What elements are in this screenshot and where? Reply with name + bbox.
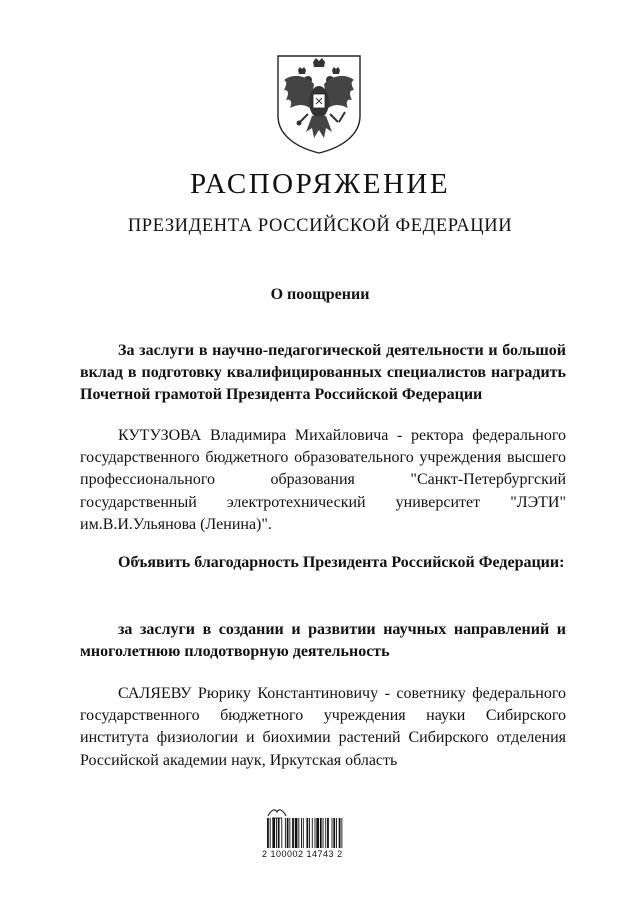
barcode-bar xyxy=(333,818,335,848)
barcode-bar xyxy=(341,818,342,848)
barcode-bar xyxy=(289,818,290,848)
gratitude-heading: Объявить благодарность Президента Российской Федерации: xyxy=(118,554,565,571)
barcode-bar xyxy=(312,818,313,848)
barcode-bar xyxy=(276,818,277,848)
document-heading: О поощрении xyxy=(270,286,370,303)
barcode-bar xyxy=(323,818,324,848)
barcode-icon xyxy=(267,818,345,848)
award-preamble: За заслуги в научно-педагогической деятельности и большой вклад в подготовку квалифицированных специалистов наградить Почетной грамотой Президента Российской Федерации xyxy=(80,342,566,404)
document-title: РАСПОРЯЖЕНИЕ xyxy=(189,168,451,200)
barcode-bar xyxy=(332,818,333,848)
barcode-bar xyxy=(303,818,304,848)
barcode-bar xyxy=(278,818,280,848)
barcode-bar xyxy=(309,818,310,848)
barcode-bar xyxy=(339,818,341,848)
barcode-number: 2 100002 14743 2 xyxy=(262,849,343,859)
barcode-bar xyxy=(281,818,282,848)
barcode-bar xyxy=(325,818,326,848)
barcode-bar xyxy=(298,818,299,848)
barcode-bar xyxy=(327,818,329,848)
coat-of-arms-icon xyxy=(274,52,364,156)
barcode-bar xyxy=(320,818,322,848)
gratitude-reason: за заслуги в создании и развитии научных направлений и многолетнюю плодотворную деятельность xyxy=(80,621,566,661)
barcode-bar xyxy=(301,818,302,848)
award-recipient: КУТУЗОВА Владимира Михайловича - ректора федерального государственного бюджетного образовательного учреждения высшего профессионального образования "Санкт-Петербургский государственный электротехнический университет "ЛЭТИ" им.В.И.Ульянова (Ленина)". xyxy=(80,427,566,533)
gratitude-recipient: САЛЯЕВУ Рюрику Константиновичу - советнику федерального государственного бюджетного учреждения науки Сибирского института физиологии и биохимии растений Сибирского отделения Российской академии наук, Иркутская область xyxy=(80,685,566,769)
document-subtitle: ПРЕЗИДЕНТА РОССИЙСКОЙ ФЕДЕРАЦИИ xyxy=(127,216,513,236)
barcode-bar xyxy=(292,818,294,848)
barcode-bar xyxy=(267,818,269,848)
barcode-bar xyxy=(270,818,271,848)
barcode-bar xyxy=(306,818,308,848)
barcode-bar xyxy=(272,818,275,848)
barcode-bar xyxy=(295,818,298,848)
barcode-bar xyxy=(315,818,316,848)
barcode-bar xyxy=(336,818,337,848)
barcode-bar xyxy=(316,818,319,848)
barcode-bar xyxy=(287,818,289,848)
barcode-bar xyxy=(285,818,286,848)
